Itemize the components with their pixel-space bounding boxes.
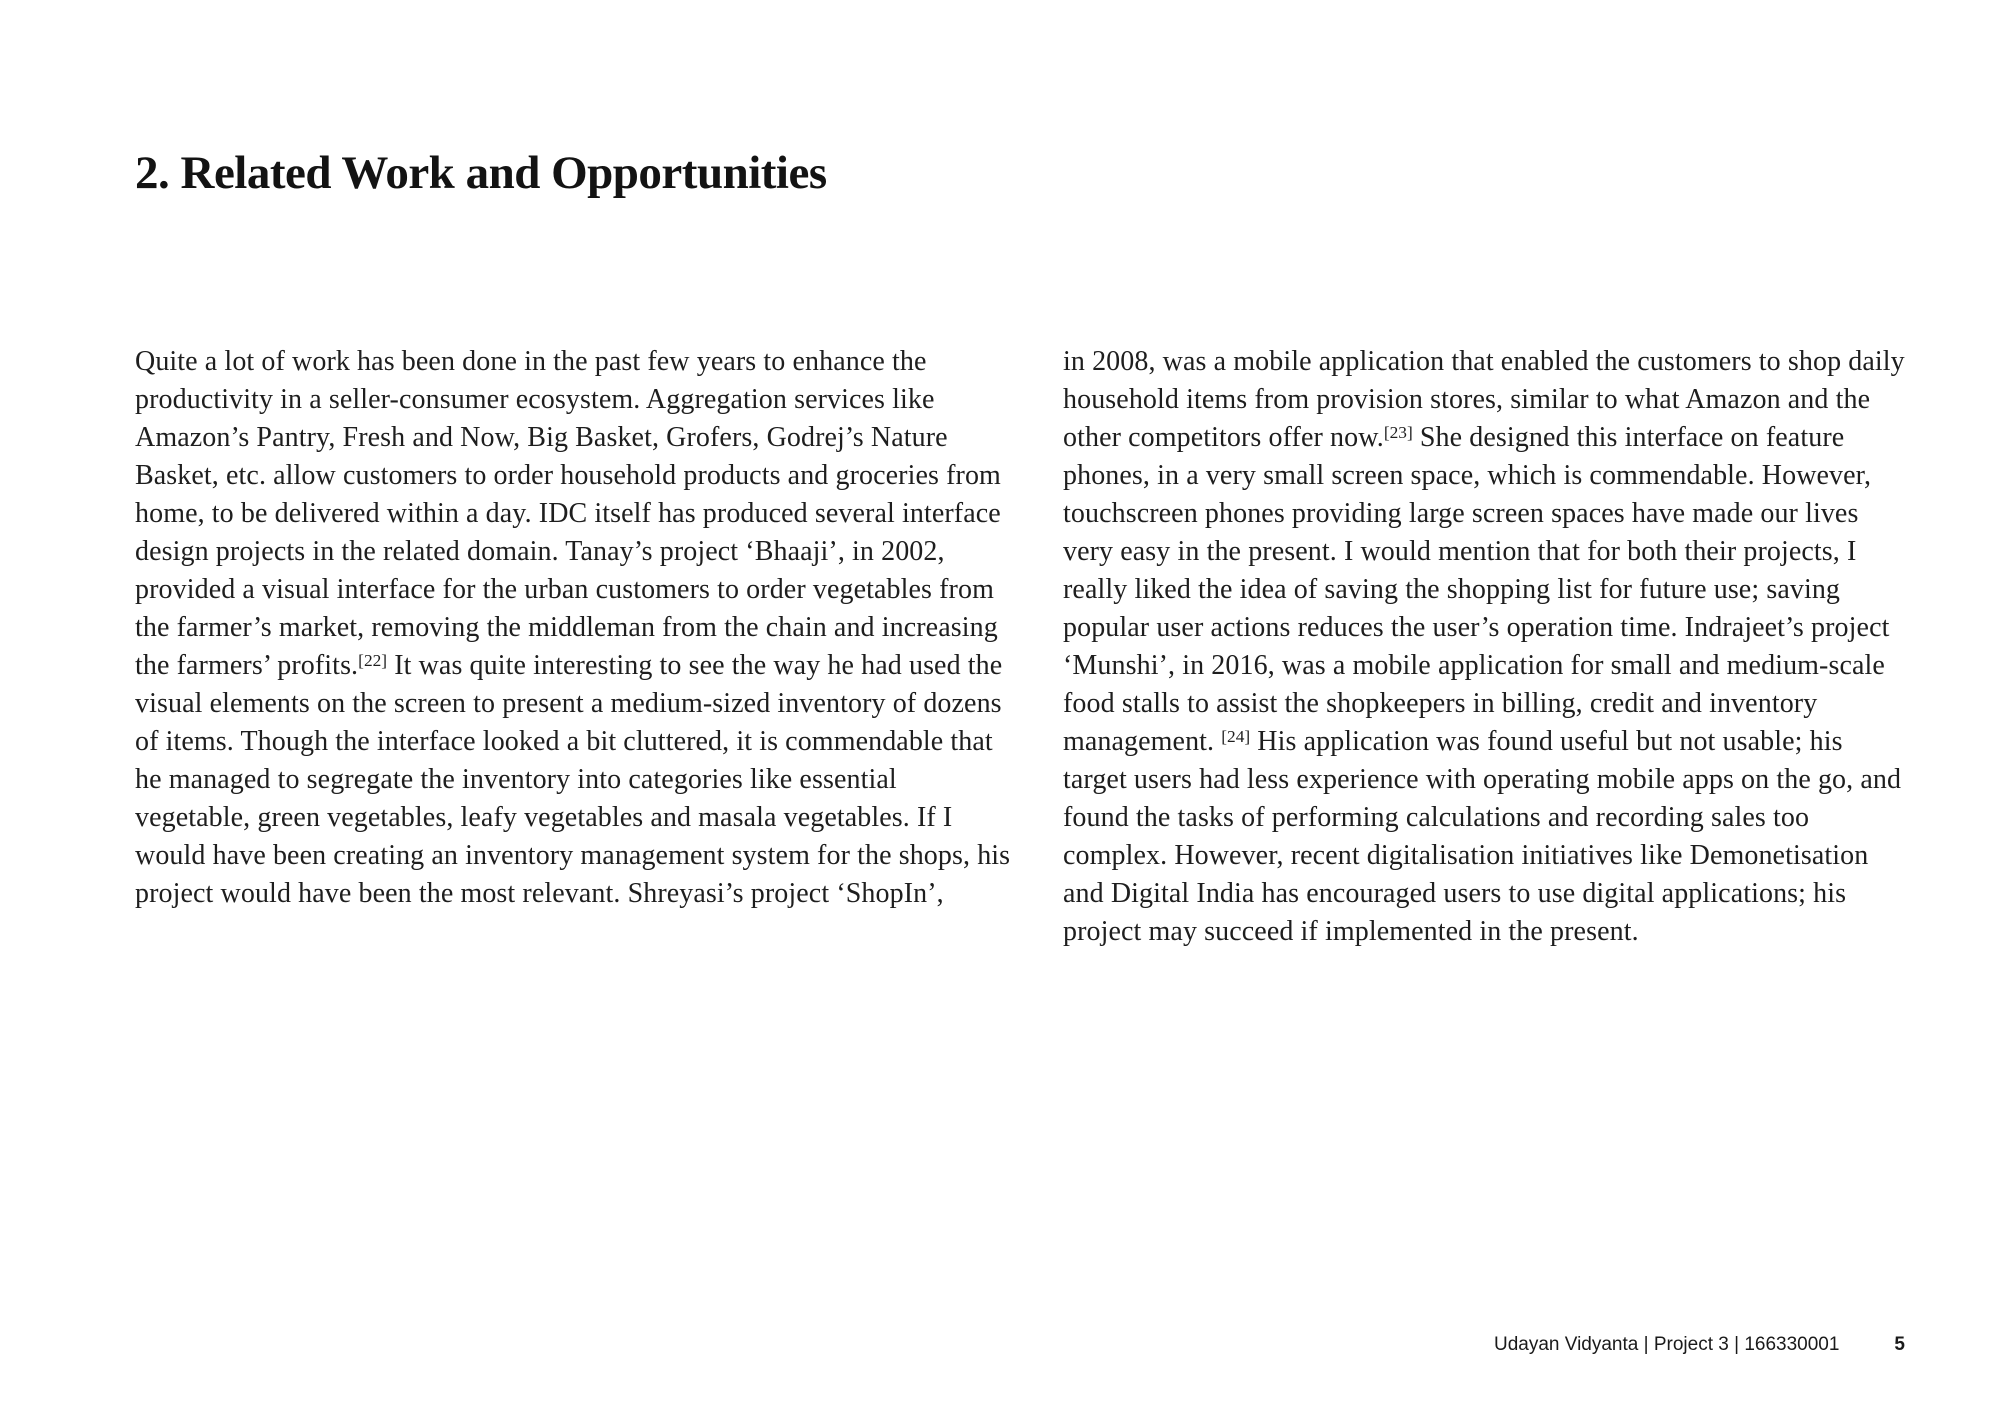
page-number: 5	[1894, 1334, 1905, 1355]
text-column-right: in 2008, was a mobile application that enabled the customers to shop daily household items from provision stores, similar to what Amazon and the other competitors offer now.[23] She designed this interface on feature phones, in a very small screen space, which is commendable. However, touchscreen phones providing large screen spaces have made our lives very easy in the present. I would mention that for both their projects, I really liked the idea of saving the shopping list for future use; saving popular user actions reduces the user’s operation time. Indrajeet’s project ‘Munshi’, in 2016, was a mobile application for small and medium-scale food stalls to assist the shopkeepers in billing, credit and inventory management. [24] His application was found useful but not usable; his target users had less experience with operating mobile apps on the go, and found the tasks of performing calculations and recording sales too complex. However, recent digitalisation initiatives like Demonetisation and Digital India has encouraged users to use digital applications; his project may succeed if implemented in the present.	[1063, 346, 1905, 947]
footnote-ref: [24]	[1221, 727, 1251, 747]
article-body	[135, 343, 1913, 951]
text-column-left: Quite a lot of work has been done in the past few years to enhance the productivity in a seller-consumer ecosystem. Aggregation services like Amazon’s Pantry, Fresh and Now, Big Basket, Grofers, Godrej’s Nature Basket, etc. allow customers to order household products and groceries from home, to be delivered within a day. IDC itself has produced several interface design projects in the related domain. Tanay’s project ‘Bhaaji’, in 2002, provided a visual interface for the urban customers to order vegetables from the farmer’s market, removing the middleman from the chain and increasing the farmers’ profits.[22] It was quite interesting to see the way he had used the visual elements on the screen to present a medium-sized inventory of dozens of items. Though the interface looked a bit cluttered, it is commendable that he managed to segregate the inventory into categories like essential vegetable, green vegetables, leafy vegetables and masala vegetables. If I would have been creating an inventory management system for the shops, his project would have been the most relevant. Shreyasi’s project ‘ShopIn’,	[135, 346, 1011, 909]
section-heading: 2. Related Work and Opportunities	[135, 147, 827, 199]
page-footer	[1494, 1334, 1905, 1356]
footer-credit: Udayan Vidyanta | Project 3 | 166330001	[1493, 1334, 1840, 1355]
footnote-ref: [22]	[358, 651, 388, 671]
footnote-ref: [23]	[1383, 423, 1413, 443]
